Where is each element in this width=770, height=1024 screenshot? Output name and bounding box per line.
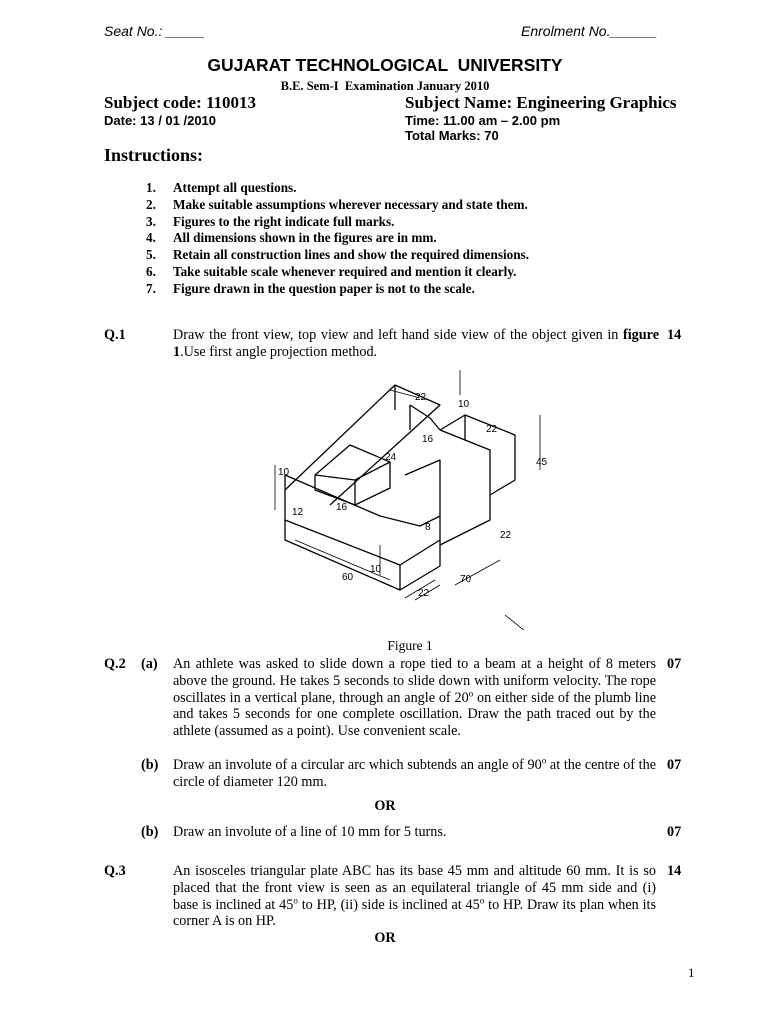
dim-label: 16 <box>336 502 348 513</box>
dim-label: 45 <box>536 457 548 468</box>
instruction-item: 6. Take suitable scale whenever required and mention it clearly. <box>146 263 517 279</box>
q2b-marks: 07 <box>667 757 682 773</box>
dim-label: 22 <box>500 530 512 541</box>
instruction-item: 4. All dimensions shown in the figures are in mm. <box>146 230 437 246</box>
enrolment-number: Enrolment No.______ <box>521 23 658 39</box>
q1-label: Q.1 <box>104 327 126 343</box>
instruction-item: 5. Retain all construction lines and show the required dimensions. <box>146 247 529 263</box>
instruction-item: 3. Figures to the right indicate full marks. <box>146 213 395 229</box>
instructions-title: Instructions: <box>104 145 204 165</box>
instruction-item: 2. Make suitable assumptions wherever necessary and state them. <box>146 196 528 212</box>
q1-text: Draw the front view, top view and left hand side view of the object given in figure 1.Use first angle projection method. <box>173 327 660 360</box>
dim-label: 70 <box>460 574 472 585</box>
front-block <box>315 445 390 505</box>
instructions-list <box>146 180 529 298</box>
q2b-label: (b) <box>141 757 159 773</box>
page-number: 1 <box>688 965 695 980</box>
q2-label: Q.2 <box>104 656 126 672</box>
dim-label: 10 <box>458 399 470 410</box>
dim-label: 8 <box>425 522 431 533</box>
q2b-alt-text: Draw an involute of a line of 10 mm for 5 turns. <box>173 824 447 840</box>
dim-label: 16 <box>422 434 434 445</box>
base-slab <box>285 475 440 565</box>
q1-marks: 14 <box>667 327 682 343</box>
q2a-label: (a) <box>141 656 158 672</box>
instruction-item: 7. Figure drawn in the question paper is not to the scale. <box>146 280 475 296</box>
exam-time: Time: 11.00 am – 2.00 pm <box>405 113 561 128</box>
exam-date: Date: 13 / 01 /2010 <box>104 113 217 128</box>
q2b-alt-label: (b) <box>141 824 159 840</box>
figure-caption: Figure 1 <box>387 638 433 653</box>
dim-label: 10 <box>370 564 382 575</box>
seat-number: Seat No.: _____ <box>104 23 206 39</box>
sloped-wedge <box>285 385 440 505</box>
q3-text: An isosceles triangular plate ABC has its base 45 mm and altitude 60 mm. It is so placed that the front view is seen as an equilateral triangle of 45 mm side and (i) base is inclined at 45$^o$ to HP, (ii) side is inclined at 45$^o$ to HP. Draw its plan when its corner A is on HP. <box>173 863 657 930</box>
q2a-text: An athlete was asked to slide down a rope tied to a beam at a height of 8 meters above the ground. He takes 5 seconds to slide down with uniform velocity. The rope oscillates in a vertical plane, through an angle of 20$^o$ on either side of the plumb line and takes 5 seconds for one complete oscillation. Draw the path traced out by the athlete (assumed as a point). Use convenient scale. <box>173 656 657 740</box>
dim-label: 10 <box>278 467 290 478</box>
dim-label: 22 <box>486 424 498 435</box>
dim-label: 12 <box>292 507 304 518</box>
dim-label: 22 <box>418 588 430 599</box>
q2b-text: Draw an involute of a circular arc which subtends an angle of 90$^o$ at the centre of the circle of diameter 120 mm. <box>173 755 656 790</box>
dim-label: 24 <box>385 452 397 463</box>
university-title: GUJARAT TECHNOLOGICAL UNIVERSITY <box>207 55 563 75</box>
q3-marks: 14 <box>667 863 682 879</box>
q2-or: OR <box>374 798 396 814</box>
dim-label: 60 <box>342 572 354 583</box>
subject-name: Subject Name: Engineering Graphics <box>405 93 677 112</box>
subject-code: Subject code: 110013 <box>104 93 257 112</box>
q3-or: OR <box>374 930 396 946</box>
figure-1-isometric-drawing <box>260 370 590 630</box>
total-marks: Total Marks: 70 <box>405 128 499 143</box>
instruction-item: 1. Attempt all questions. <box>146 180 297 195</box>
q2a-marks: 07 <box>667 656 682 672</box>
q2b-alt-marks: 07 <box>667 824 682 840</box>
dim-label: 22 <box>415 392 427 403</box>
exam-title: B.E. Sem-I Examination January 2010 <box>280 79 490 93</box>
q3-label: Q.3 <box>104 863 126 879</box>
